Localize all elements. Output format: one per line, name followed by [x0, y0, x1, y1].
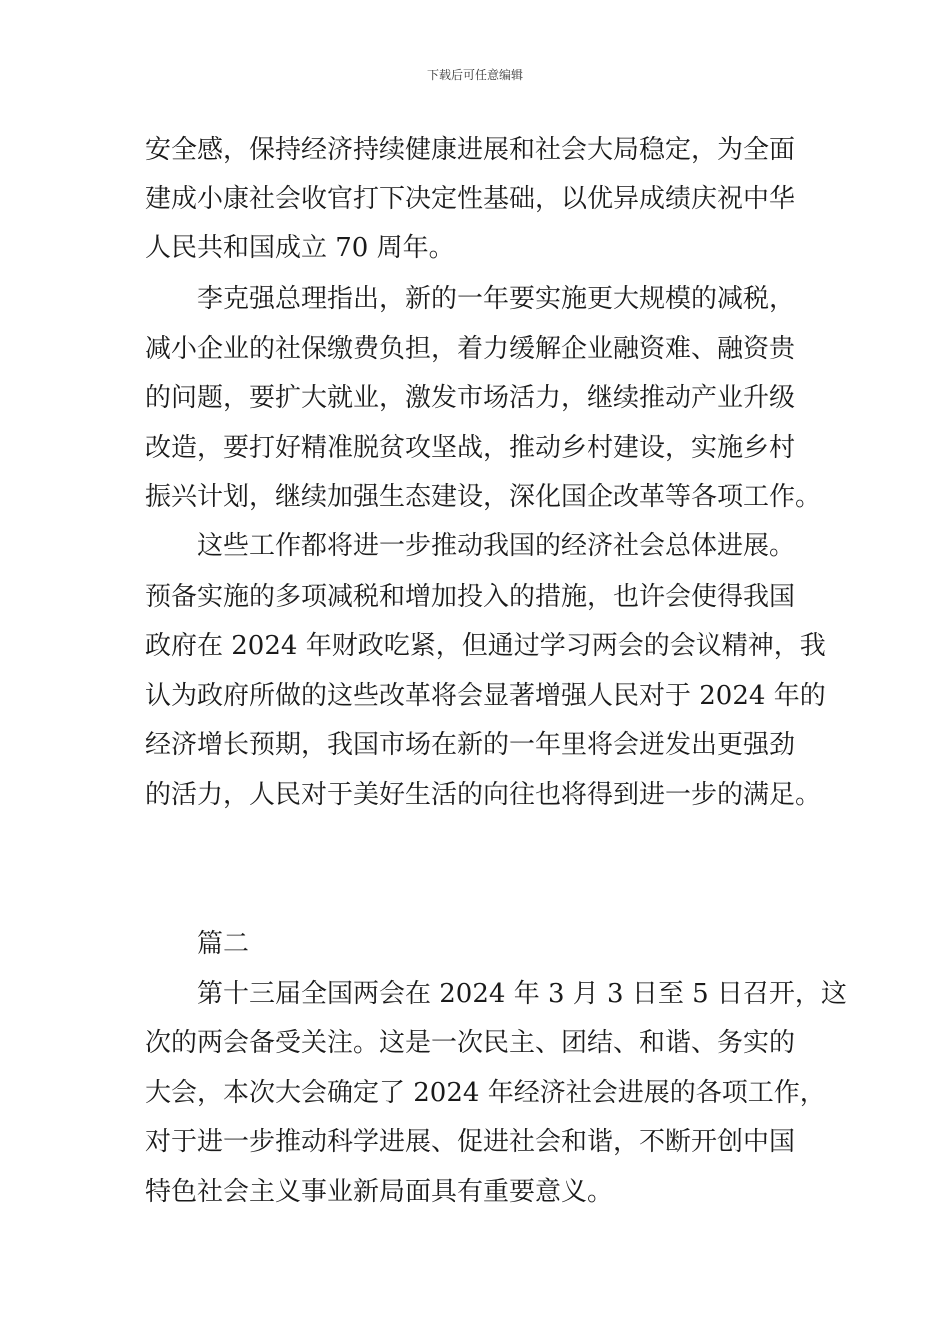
- paragraph-line: 李克强总理指出，新的一年要实施更大规模的减税，: [197, 284, 796, 314]
- paragraph-line: 的活力，人民对于美好生活的向往也将得到进一步的满足。: [145, 780, 822, 810]
- paragraph-line: 对于进一步推动科学进展、促进社会和谐，不断开创中国: [145, 1127, 796, 1157]
- paragraph-line: 的问题，要扩大就业，激发市场活力，继续推动产业升级: [145, 383, 796, 413]
- paragraph-line: 第十三届全国两会在 2024 年 3 月 3 日至 5 日召开，这: [197, 979, 847, 1009]
- paragraph-line: 这些工作都将进一步推动我国的经济社会总体进展。: [197, 531, 796, 561]
- paragraph-line: 减小企业的社保缴费负担，着力缓解企业融资难、融资贵: [145, 334, 796, 364]
- section-heading: 篇二: [197, 929, 250, 959]
- paragraph-line: 政府在 2024 年财政吃紧，但通过学习两会的会议精神，我: [145, 631, 826, 661]
- paragraph-line: 次的两会备受关注。这是一次民主、团结、和谐、务实的: [145, 1028, 796, 1058]
- paragraph-line: 安全感，保持经济持续健康进展和社会大局稳定，为全面: [145, 135, 796, 165]
- paragraph-line: 建成小康社会收官打下决定性基础，以优异成绩庆祝中华: [145, 184, 796, 214]
- page-header: 下载后可任意编辑: [426, 68, 523, 82]
- paragraph-line: 振兴计划，继续加强生态建设，深化国企改革等各项工作。: [145, 482, 822, 512]
- paragraph-line: 认为政府所做的这些改革将会显著增强人民对于 2024 年的: [145, 681, 826, 711]
- paragraph-line: 特色社会主义事业新局面具有重要意义。: [145, 1177, 614, 1207]
- paragraph-line: 改造，要打好精准脱贫攻坚战，推动乡村建设，实施乡村: [145, 433, 796, 463]
- paragraph-line: 大会，本次大会确定了 2024 年经济社会进展的各项工作，: [145, 1078, 826, 1108]
- paragraph-line: 人民共和国成立 70 周年。: [145, 233, 455, 263]
- paragraph-line: 经济增长预期，我国市场在新的一年里将会迸发出更强劲: [145, 730, 796, 760]
- paragraph-line: 预备实施的多项减税和增加投入的措施，也许会使得我国: [145, 582, 796, 612]
